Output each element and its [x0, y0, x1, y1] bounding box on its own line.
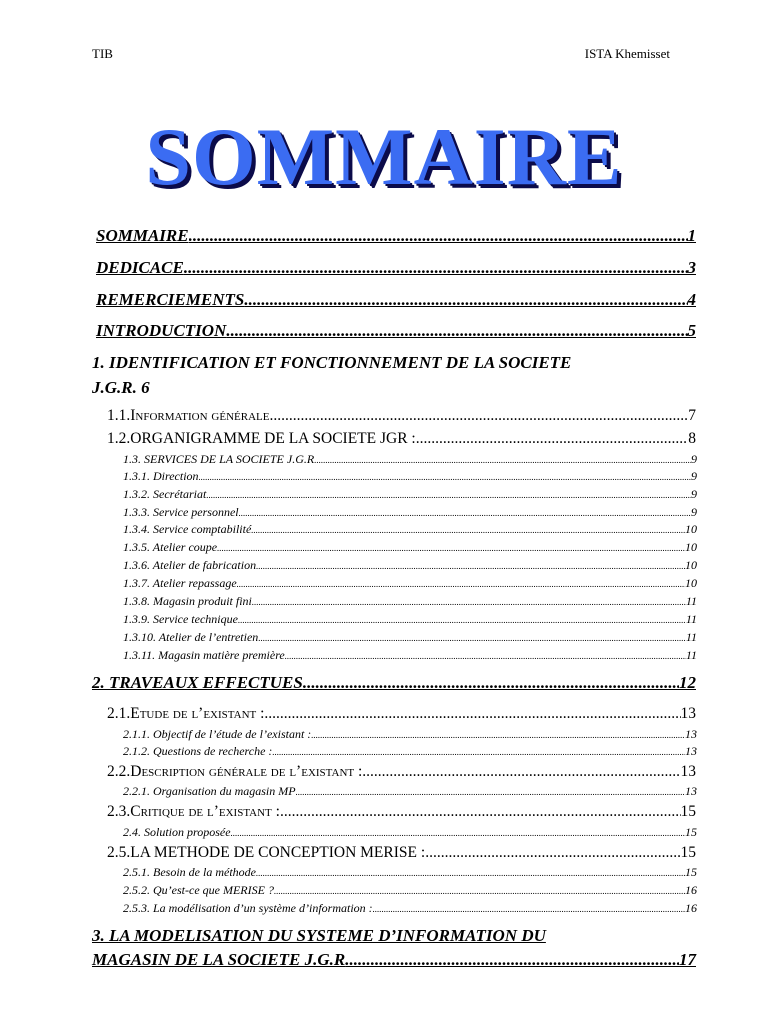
toc-entry-1-3-2[interactable]: 1.3.2. Secrétariat ..... 9: [123, 487, 697, 502]
toc-entry-2-5-3[interactable]: 2.5.3. La modélisation d’un système d’information : ..... 16: [123, 901, 697, 916]
toc-entry-1-3-10[interactable]: 1.3.10. Atelier de l’entretien ..... 11: [123, 630, 697, 645]
header-left: TIB: [92, 46, 113, 61]
toc-entry-2-2-1[interactable]: 2.2.1. Organisation du magasin MP ..... 13: [123, 784, 697, 799]
toc-entry-2-4[interactable]: 2.4. Solution proposée ..... 15: [123, 825, 697, 840]
toc-entry-chapter-2[interactable]: 2. TRAVEAUX EFFECTUES ..... 12: [92, 673, 696, 693]
toc-entry-2-1[interactable]: 2.1.Etude de l’existant : ..... 13: [107, 705, 696, 723]
toc-entry-2-5[interactable]: 2.5.LA METHODE DE CONCEPTION MERISE : ..... 15: [107, 844, 696, 862]
page-title: SOMMAIRE: [145, 111, 623, 202]
toc-entry-1-3-4[interactable]: 1.3.4. Service comptabilité ..... 10: [123, 522, 697, 537]
toc-entry-2-5-1[interactable]: 2.5.1. Besoin de la méthode ..... 15: [123, 865, 697, 880]
toc-entry-dedicace[interactable]: DEDICACE ..... 3: [96, 258, 696, 278]
toc-entry-remerciements[interactable]: REMERCIEMENTS ..... 4: [96, 290, 696, 310]
toc-entry-introduction[interactable]: INTRODUCTION ..... 5: [96, 321, 696, 341]
toc-entry-chapter-3[interactable]: 3. LA MODELISATION DU SYSTEME D’INFORMATION DU MAGASIN DE LA SOCIETE J.G.R ..... 17: [92, 926, 696, 970]
toc-entry-1-3-8[interactable]: 1.3.8. Magasin produit fini ..... 11: [123, 594, 697, 609]
toc-entry-2-5-2[interactable]: 2.5.2. Qu’est-ce que MERISE ? ..... 16: [123, 883, 697, 898]
toc-entry-chapter-1[interactable]: 1. IDENTIFICATION ET FONCTIONNEMENT DE LA SOCIETE J.G.R. 6: [92, 353, 572, 397]
toc-entry-1-1[interactable]: 1.1.Information générale ..... 7: [107, 407, 696, 425]
toc-entry-1-3-1[interactable]: 1.3.1. Direction ..... 9: [123, 469, 697, 484]
toc-entry-1-3-3[interactable]: 1.3.3. Service personnel ..... 9: [123, 505, 697, 520]
toc-entry-2-2[interactable]: 2.2.Description générale de l’existant : ..... 13: [107, 763, 696, 781]
toc-entry-sommaire[interactable]: SOMMAIRE ..... 1: [96, 226, 696, 246]
toc-entry-2-1-2[interactable]: 2.1.2. Questions de recherche : ..... 13: [123, 744, 697, 759]
toc-entry-1-3-6[interactable]: 1.3.6. Atelier de fabrication ..... 10: [123, 558, 697, 573]
header-right: ISTA Khemisset: [584, 46, 670, 61]
toc-entry-1-3-7[interactable]: 1.3.7. Atelier repassage ..... 10: [123, 576, 697, 591]
toc-entry-1-3-5[interactable]: 1.3.5. Atelier coupe ..... 10: [123, 540, 697, 555]
toc-entry-1-3-11[interactable]: 1.3.11. Magasin matière première ..... 11: [123, 648, 697, 663]
toc-entry-1-2[interactable]: 1.2.ORGANIGRAMME DE LA SOCIETE JGR : ..... 8: [107, 430, 696, 448]
toc-entry-2-1-1[interactable]: 2.1.1. Objectif de l’étude de l’existant : ..... 13: [123, 727, 697, 742]
toc-entry-2-3[interactable]: 2.3.Critique de l’existant : ..... 15: [107, 803, 696, 821]
toc-entry-1-3-9[interactable]: 1.3.9. Service technique ..... 11: [123, 612, 697, 627]
toc-entry-1-3-0[interactable]: 1.3. SERVICES DE LA SOCIETE J.G.R ..... 9: [123, 452, 697, 467]
